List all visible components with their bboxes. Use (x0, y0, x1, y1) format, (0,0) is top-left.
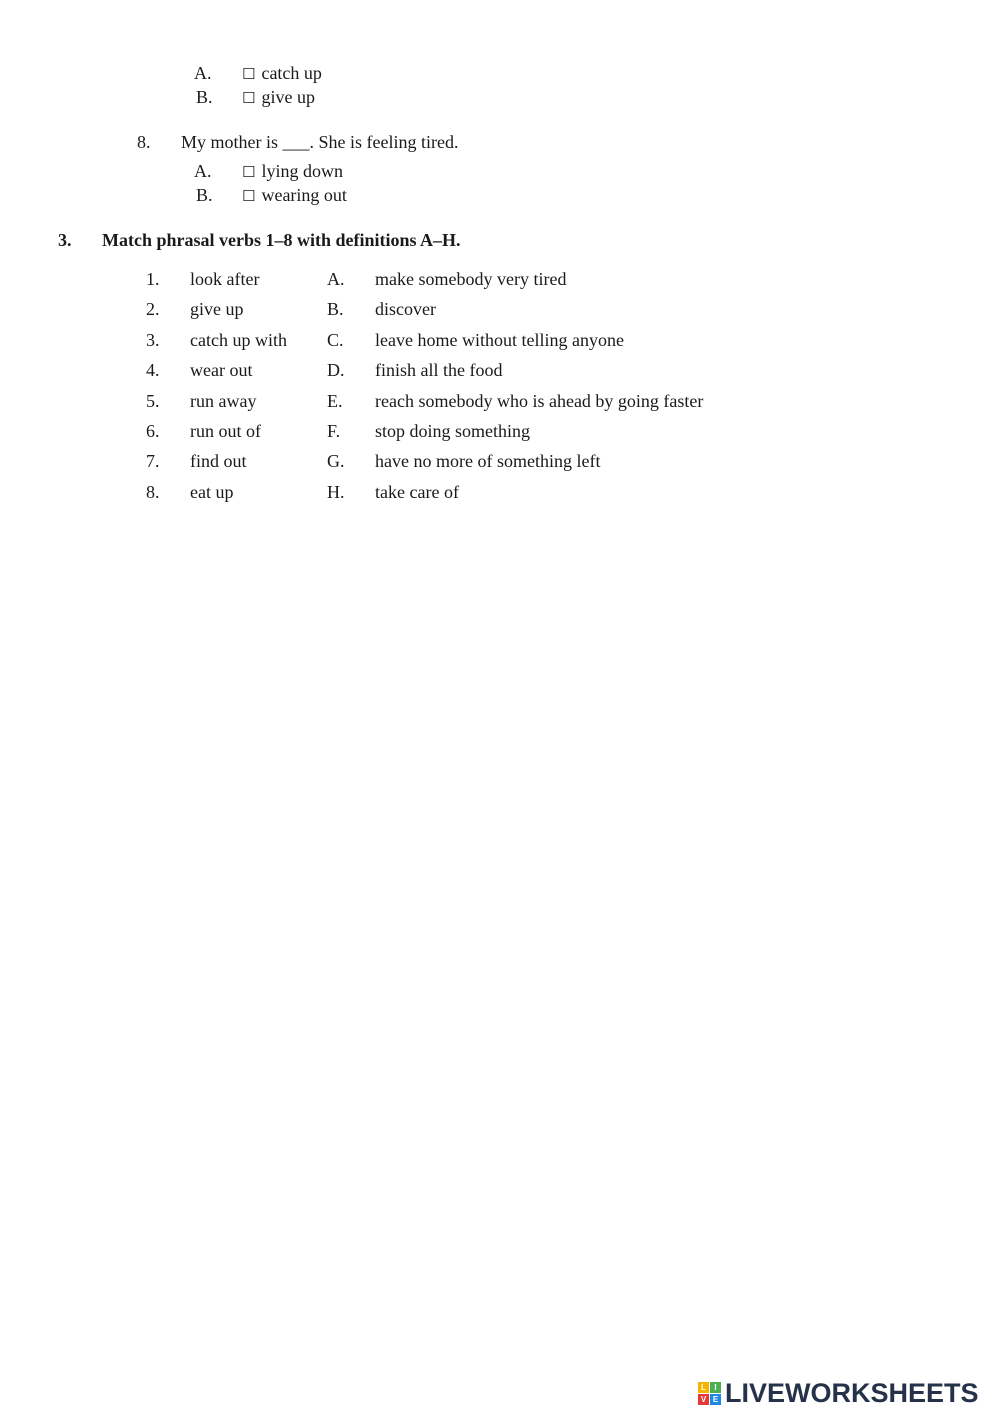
definition-letter: A. (327, 269, 345, 289)
option-a[interactable] (242, 62, 322, 85)
option-a[interactable] (242, 160, 343, 183)
liveworksheets-logo (698, 1378, 979, 1408)
verb-number: 3. (146, 330, 160, 350)
definition-text: finish all the food (375, 360, 503, 380)
option-letter: B. (196, 185, 213, 205)
phrasal-verb: eat up (190, 482, 234, 502)
section-number: 3. (58, 230, 72, 250)
checkbox-icon[interactable]: ☐ (242, 65, 256, 83)
option-text: give up (261, 87, 315, 107)
phrasal-verb: give up (190, 299, 244, 319)
checkbox-icon[interactable]: ☐ (242, 163, 256, 181)
phrasal-verb: run away (190, 391, 257, 411)
question-number: 8. (137, 132, 151, 152)
logo-tile: L (698, 1382, 709, 1393)
option-text: wearing out (261, 185, 347, 205)
verb-number: 7. (146, 451, 160, 471)
definition-text: take care of (375, 482, 459, 502)
definition-text: stop doing something (375, 421, 531, 441)
definition-letter: B. (327, 299, 344, 319)
definition-letter: F. (327, 421, 341, 441)
logo-tile: I (710, 1382, 721, 1393)
verb-number: 2. (146, 299, 160, 319)
verb-number: 1. (146, 269, 160, 289)
checkbox-icon[interactable]: ☐ (242, 187, 256, 205)
option-b[interactable] (242, 86, 315, 109)
option-text: lying down (261, 161, 343, 181)
definition-letter: E. (327, 391, 343, 411)
logo-tile: V (698, 1394, 709, 1405)
definition-letter: G. (327, 451, 345, 471)
section-title: Match phrasal verbs 1–8 with definitions A–H. (102, 230, 461, 250)
phrasal-verb: look after (190, 269, 260, 289)
definition-text: discover (375, 299, 436, 319)
logo-mark-icon (698, 1382, 721, 1405)
phrasal-verb: run out of (190, 421, 261, 441)
verb-number: 8. (146, 482, 160, 502)
phrasal-verb: find out (190, 451, 247, 471)
option-text: catch up (261, 63, 322, 83)
phrasal-verb: wear out (190, 360, 253, 380)
definition-text: make somebody very tired (375, 269, 567, 289)
definition-letter: H. (327, 482, 345, 502)
definition-text: reach somebody who is ahead by going faster (375, 391, 704, 411)
definition-letter: C. (327, 330, 344, 350)
verb-number: 6. (146, 421, 160, 441)
option-letter: A. (194, 63, 212, 83)
definition-text: have no more of something left (375, 451, 601, 471)
definition-text: leave home without telling anyone (375, 330, 624, 350)
definition-letter: D. (327, 360, 345, 380)
phrasal-verb: catch up with (190, 330, 287, 350)
option-b[interactable] (242, 184, 347, 207)
logo-tile: E (710, 1394, 721, 1405)
question-text: My mother is ___. She is feeling tired. (181, 132, 459, 152)
logo-text: LIVEWORKSHEETS (725, 1377, 979, 1408)
verb-number: 5. (146, 391, 160, 411)
option-letter: B. (196, 87, 213, 107)
checkbox-icon[interactable]: ☐ (242, 89, 256, 107)
option-letter: A. (194, 161, 212, 181)
verb-number: 4. (146, 360, 160, 380)
